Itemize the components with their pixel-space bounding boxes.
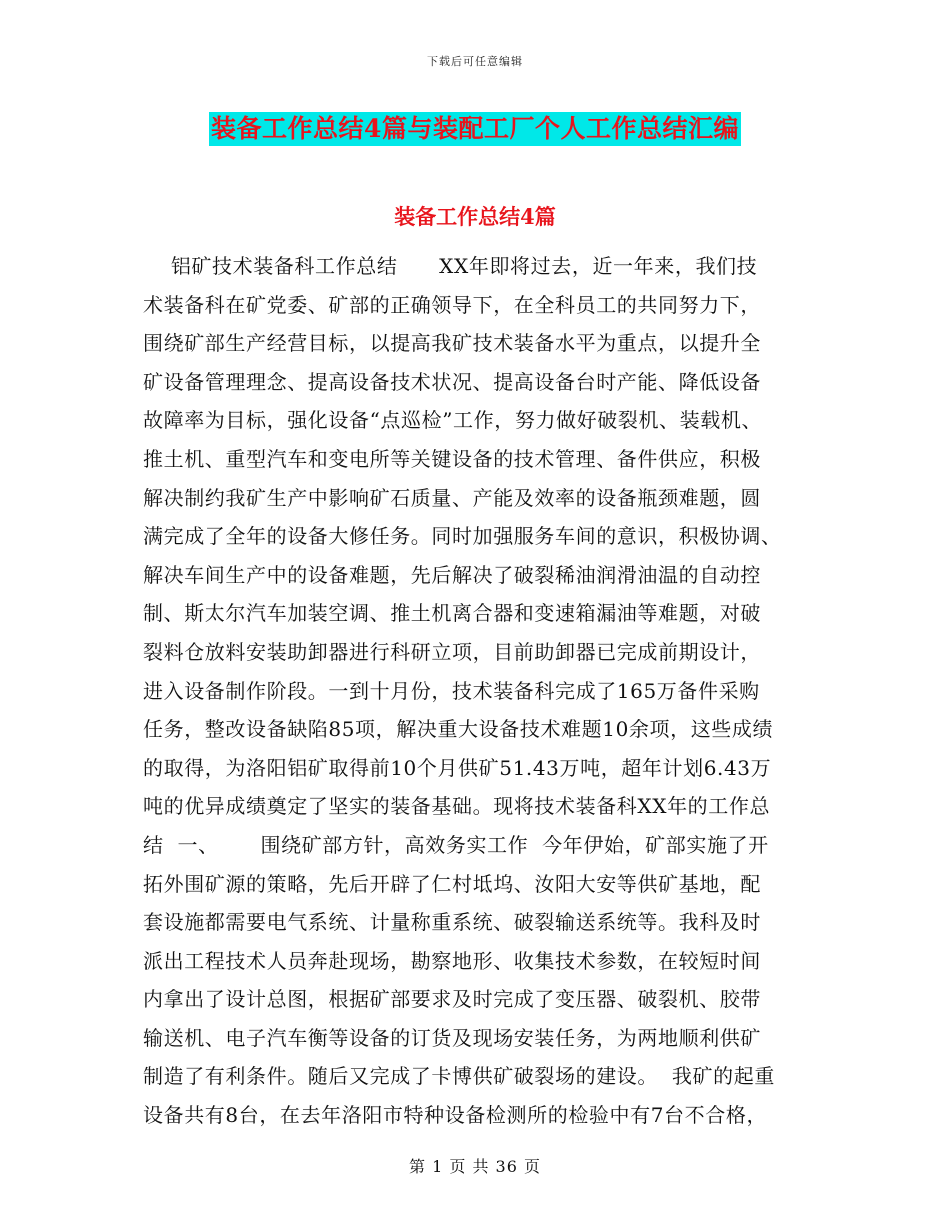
body-line: 拓外围矿源的策略，先后开辟了仁村坻坞、汝阳大安等供矿基地，配 xyxy=(143,871,761,896)
body-line: 解决制约我矿生产中影响矿石质量、产能及效率的设备瓶颈难题，圆 xyxy=(143,485,761,510)
body-line: 铝矿技术装备科工作总结 XX年即将过去，近一年来，我们技 xyxy=(143,254,758,278)
body-line: 派出工程技术人员奔赴现场，勘察地形、收集技术参数，在较短时间 xyxy=(143,948,761,973)
body-line: 围绕矿部生产经营目标，以提高我矿技术装备水平为重点，以提升全 xyxy=(143,331,761,356)
body-line: 裂料仓放料安装助卸器进行科研立项，目前助卸器已完成前期设计， xyxy=(143,639,761,664)
title-block xyxy=(0,112,950,146)
body-line: 推土机、重型汽车和变电所等关键设备的技术管理、备件供应，积极 xyxy=(143,446,761,471)
body-line: 吨的优异成绩奠定了坚实的装备基础。现将技术装备科XX年的工作总 xyxy=(143,794,771,819)
document-title: 装备工作总结4篇与装配工厂个人工作总结汇编 xyxy=(209,112,741,146)
body-line: 任务，整改设备缺陷85项，解决重大设备技术难题10余项，这些成绩 xyxy=(143,717,774,742)
body-line: 满完成了全年的设备大修任务。同时加强服务车间的意识，积极协调、 xyxy=(143,524,782,549)
page-footer: 第 1 页 共 36 页 xyxy=(409,1157,541,1176)
page-header-note: 下载后可任意编辑 xyxy=(427,55,523,68)
body-line: 制、斯太尔汽车加装空调、推土机离合器和变速箱漏油等难题，对破 xyxy=(143,601,761,626)
body-line: 矿设备管理理念、提高设备技术状况、提高设备台时产能、降低设备 xyxy=(143,369,761,394)
body-line: 制造了有利条件。随后又完成了卡博供矿破裂场的建设。 我矿的起重 xyxy=(143,1064,775,1089)
section-title: 装备工作总结4篇 xyxy=(394,204,556,229)
body-line: 的取得，为洛阳铝矿取得前10个月供矿51.43万吨，超年计划6.43万 xyxy=(143,755,772,780)
body-line: 设备共有8台，在去年洛阳市特种设备检测所的检验中有7台不合格， xyxy=(143,1103,768,1128)
body-line: 解决车间生产中的设备难题，先后解决了破裂稀油润滑油温的自动控 xyxy=(143,562,761,587)
body-line: 套设施都需要电气系统、计量称重系统、破裂输送系统等。我科及时 xyxy=(143,910,761,935)
body-line: 内拿出了设计总图，根据矿部要求及时完成了变压器、破裂机、胶带 xyxy=(143,987,761,1012)
body-line: 进入设备制作阶段。一到十月份，技术装备科完成了165万备件采购 xyxy=(143,678,760,703)
body-line: 结 一、 围绕矿部方针，高效务实工作 今年伊始，矿部实施了开 xyxy=(143,832,769,857)
body-line: 故障率为目标，强化设备“点巡检”工作，努力做好破裂机、装载机、 xyxy=(143,408,763,433)
body-text xyxy=(143,247,813,1135)
body-line: 术装备科在矿党委、矿部的正确领导下，在全科员工的共同努力下， xyxy=(143,292,761,317)
body-line: 输送机、电子汽车衡等设备的订货及现场安装任务，为两地顺利供矿 xyxy=(143,1025,761,1050)
